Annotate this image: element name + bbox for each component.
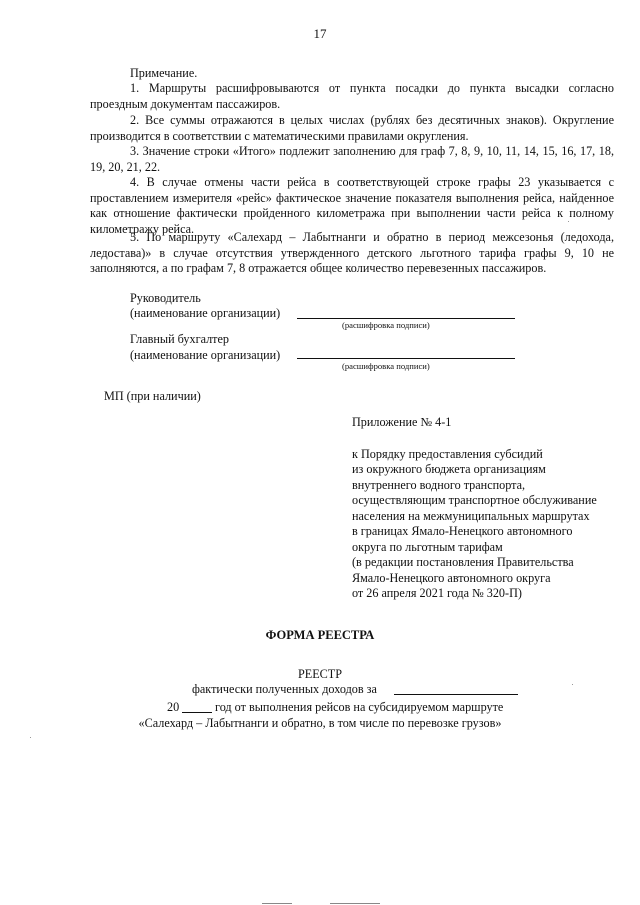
head-org-label: (наименование организации) bbox=[130, 306, 281, 320]
note-item-2: 2. Все суммы отражаются в целых числах (рублях без десятичных знаков). Округление производится в соответствии с математическими правилами округления. bbox=[90, 113, 614, 143]
appendix-line: из окружного бюджета организациям bbox=[352, 462, 546, 476]
appendix-line: населения на межмуниципальных маршрутах bbox=[352, 509, 590, 523]
scan-speck bbox=[30, 737, 31, 738]
registry-year-suffix: год от выполнения рейсов на субсидируемом маршруте bbox=[215, 700, 504, 714]
note-item-4: 4. В случае отмены части рейса в соответствующей строке графы 23 указывается с проставлением измерителя «рейс» фактическое значение показателя выполнения рейса, найденное как отношение фактически пройденного километража при выполнении части рейса к полному километражу рейса. bbox=[90, 175, 614, 236]
scan-speck bbox=[572, 684, 573, 685]
registry-period-field[interactable] bbox=[394, 694, 518, 695]
registry-route: «Салехард – Лабытнанги и обратно, в том числе по перевозке грузов» bbox=[138, 716, 502, 730]
registry-period-label: фактически полученных доходов за bbox=[192, 682, 377, 696]
accountant-org-label: (наименование организации) bbox=[130, 348, 281, 362]
note-item-5: 5. По маршруту «Салехард – Лабытнанги и обратно в период межсезонья (ледохода, ледостава)» в случае отсутствия утвержденного детского льготного тарифа графы 9, 10 не заполняются, а по графам 7, 8 отражается общее количество перевезенных пассажиров. bbox=[90, 230, 614, 276]
appendix-line: от 26 апреля 2021 года № 320-П) bbox=[352, 586, 522, 600]
appendix-line: внутреннего водного транспорта, bbox=[352, 478, 526, 492]
page-number: 17 bbox=[313, 26, 327, 41]
scan-edge-mark bbox=[330, 903, 380, 904]
head-title: Руководитель bbox=[130, 291, 201, 305]
accountant-signature-line[interactable] bbox=[297, 358, 515, 359]
appendix-line: осуществляющим транспортное обслуживание bbox=[352, 493, 597, 507]
notes-heading: Примечание. bbox=[130, 66, 198, 80]
registry-year-prefix: 20 bbox=[167, 700, 180, 714]
accountant-title: Главный бухгалтер bbox=[130, 332, 230, 346]
head-signature-caption: (расшифровка подписи) bbox=[342, 320, 430, 330]
appendix-line: (в редакции постановления Правительства bbox=[352, 555, 574, 569]
scan-speck bbox=[568, 221, 569, 222]
scan-edge-mark bbox=[262, 903, 292, 904]
registry-title: РЕЕСТР bbox=[297, 667, 343, 681]
appendix-line: к Порядку предоставления субсидий bbox=[352, 447, 543, 461]
appendix-line: в границах Ямало-Ненецкого автономного bbox=[352, 524, 573, 538]
accountant-signature-caption: (расшифровка подписи) bbox=[342, 361, 430, 371]
head-signature-line[interactable] bbox=[297, 318, 515, 319]
appendix-line: округа по льготным тарифам bbox=[352, 540, 503, 554]
stamp-label: МП (при наличии) bbox=[104, 389, 201, 403]
form-heading: ФОРМА РЕЕСТРА bbox=[265, 628, 375, 642]
note-item-3: 3. Значение строки «Итого» подлежит заполнению для граф 7, 8, 9, 10, 11, 14, 15, 16, 17, 18, 19, 20, 21, 22. bbox=[90, 144, 614, 174]
appendix-line: Ямало-Ненецкого автономного округа bbox=[352, 571, 551, 585]
appendix-title: Приложение № 4-1 bbox=[352, 415, 452, 429]
note-item-1: 1. Маршруты расшифровываются от пункта посадки до пункта высадки согласно проездным документам пассажиров. bbox=[90, 81, 614, 111]
registry-year-field[interactable] bbox=[182, 712, 212, 713]
